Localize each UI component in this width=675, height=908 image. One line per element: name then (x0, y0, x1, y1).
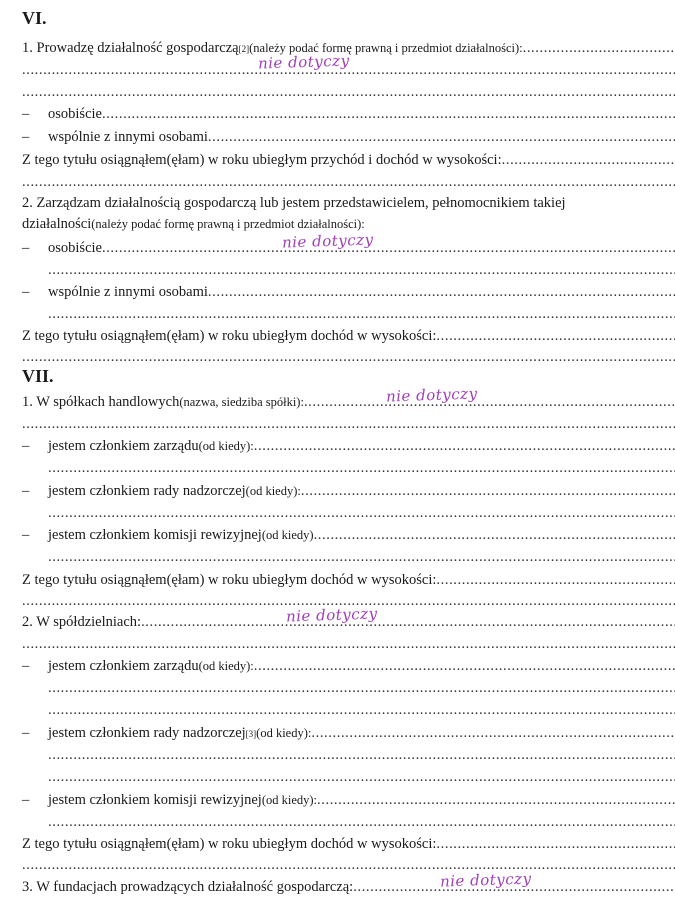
vi-item1-income (22, 150, 668, 170)
vii-item1-line (22, 392, 668, 412)
vii-item1-label: 1. W spółkach handlowych (22, 394, 180, 410)
list-dash: – (22, 129, 30, 145)
vii-item2-fill[interactable] (141, 612, 675, 632)
list-dash: – (22, 527, 30, 543)
income-label: Z tego tytułu osiągnąłem(ęłam) w roku ubiegłym dochód w wysokości: (22, 328, 437, 344)
section-heading: VII. (22, 366, 54, 386)
role-fill[interactable] (314, 525, 675, 545)
option-fill[interactable] (208, 282, 675, 302)
vii-item1-supervisory-fill[interactable] (22, 503, 668, 523)
list-dash: – (22, 725, 30, 741)
role-fill[interactable] (301, 481, 675, 501)
vii-item1-board (22, 436, 668, 456)
vii-item2-board-fill[interactable] (22, 678, 668, 698)
vi-item2-note: (należy podać formę prawną i przedmiot działalności): (91, 217, 365, 231)
vii-item1-fill-line[interactable] (22, 414, 668, 434)
handwritten-answer-vi2: nie dotyczy (281, 230, 374, 252)
role-label: jestem członkiem rady nadzorczej (48, 725, 246, 741)
role-label: jestem członkiem zarządu (48, 438, 199, 454)
section-heading: VI. (22, 8, 47, 28)
vi-item2-income (22, 326, 668, 346)
vi-item2-fill-line[interactable] (22, 260, 668, 280)
vi-item1-note: (należy podać formę prawną i przedmiot działalności): (249, 41, 523, 55)
vi-item1-option-joint (22, 127, 668, 147)
option-label: osobiście (48, 240, 102, 256)
vi-item2-fill-line[interactable] (22, 304, 668, 324)
vii-item2-board (22, 656, 668, 676)
list-dash: – (22, 284, 30, 300)
vi-item2-line1 (22, 193, 668, 213)
vii-item1-fill[interactable] (304, 392, 675, 412)
handwritten-answer-vii1: nie dotyczy (385, 384, 478, 406)
option-fill[interactable] (102, 238, 675, 258)
vii-item1-note: (nazwa, siedziba spółki): (179, 395, 304, 409)
vii-item2-audit (22, 790, 668, 810)
role-note: (od kiedy): (198, 439, 254, 453)
option-fill[interactable] (208, 127, 675, 147)
handwritten-answer-vi1: nie dotyczy (257, 51, 350, 73)
role-note: (od kiedy): (261, 793, 318, 807)
vii-item1-supervisory (22, 481, 668, 501)
role-fill[interactable] (254, 656, 675, 676)
role-label: jestem członkiem komisji rewizyjnej (48, 527, 262, 543)
income-fill[interactable] (502, 150, 675, 170)
vii-item2-supervisory-fill[interactable] (22, 745, 668, 765)
role-label: jestem członkiem rady nadzorczej (48, 483, 246, 499)
vii-item2-income-fill[interactable] (22, 855, 668, 875)
vi-item1-fill-line[interactable] (22, 82, 668, 102)
vii-item2-supervisory-fill[interactable] (22, 767, 668, 787)
income-fill[interactable] (436, 570, 675, 590)
role-fill[interactable] (311, 723, 675, 743)
vii-item3-label: 3. W fundacjach prowadzących działalność gospodarczą: (22, 879, 354, 895)
handwritten-answer-vii3: nie dotyczy (439, 869, 532, 891)
vi-item2-income-fill[interactable] (22, 347, 668, 367)
list-dash: – (22, 792, 30, 808)
role-fill[interactable] (317, 790, 675, 810)
role-label: jestem członkiem komisji rewizyjnej (48, 792, 262, 808)
list-dash: – (22, 240, 30, 256)
section-vi-heading (22, 8, 668, 28)
handwritten-answer-vii2: nie dotyczy (285, 604, 378, 626)
role-note: (od kiedy): (256, 726, 312, 740)
vi-item1-option-personal (22, 104, 668, 124)
income-fill[interactable] (436, 834, 675, 854)
option-label: wspólnie z innymi osobami (48, 129, 208, 145)
vii-item1-income (22, 570, 668, 590)
vii-item1-audit-fill[interactable] (22, 547, 668, 567)
income-label: Z tego tytułu osiągnąłem(ęłam) w roku ubiegłym dochód w wysokości: (22, 572, 437, 588)
vi-item2-option-joint (22, 282, 668, 302)
income-fill[interactable] (436, 326, 675, 346)
list-dash: – (22, 658, 30, 674)
role-fill[interactable] (254, 436, 675, 456)
section-vii-heading (22, 366, 668, 386)
vii-item1-audit (22, 525, 668, 545)
vi-item2-label-cont: działalności (22, 216, 92, 232)
vi-item1-fill[interactable] (523, 38, 675, 58)
vii-item3-line (22, 877, 668, 897)
option-label: osobiście (48, 106, 102, 122)
vi-item1-label: 1. Prowadzę działalność gospodarczą (22, 40, 239, 56)
vi-item2-label: 2. Zarządzam działalnością gospodarczą lub jestem przedstawicielem, pełnomocnikiem takiej (22, 195, 566, 211)
vii-item2-label: 2. W spółdzielniach: (22, 614, 142, 630)
list-dash: – (22, 438, 30, 454)
vii-item2-audit-fill[interactable] (22, 812, 668, 832)
vi-item1-line: 1. Prowadzę działalność gospodarczą [2] (należy podać formę prawną i przedmiot działalności): ..... (22, 38, 668, 58)
vii-item1-board-fill[interactable] (22, 458, 668, 478)
list-dash: – (22, 106, 30, 122)
vii-item2-board-fill[interactable] (22, 700, 668, 720)
vi-item1-income-fill[interactable] (22, 172, 668, 192)
role-note: (od kiedy) (261, 528, 314, 542)
option-fill[interactable] (102, 104, 675, 124)
income-label: Z tego tytułu osiągnąłem(ęłam) w roku ubiegłym dochód w wysokości: (22, 836, 437, 852)
income-label: Z tego tytułu osiągnąłem(ęłam) w roku ubiegłym przychód i dochód w wysokości: (22, 152, 502, 168)
vii-item2-fill-line[interactable] (22, 634, 668, 654)
role-note: (od kiedy): (245, 484, 301, 498)
list-dash: – (22, 483, 30, 499)
option-label: wspólnie z innymi osobami (48, 284, 208, 300)
vii-item2-income (22, 834, 668, 854)
role-note: (od kiedy): (198, 659, 254, 673)
vii-item2-supervisory: – jestem członkiem rady nadzorczej [3] (od kiedy): ..... (22, 723, 668, 743)
role-label: jestem członkiem zarządu (48, 658, 199, 674)
